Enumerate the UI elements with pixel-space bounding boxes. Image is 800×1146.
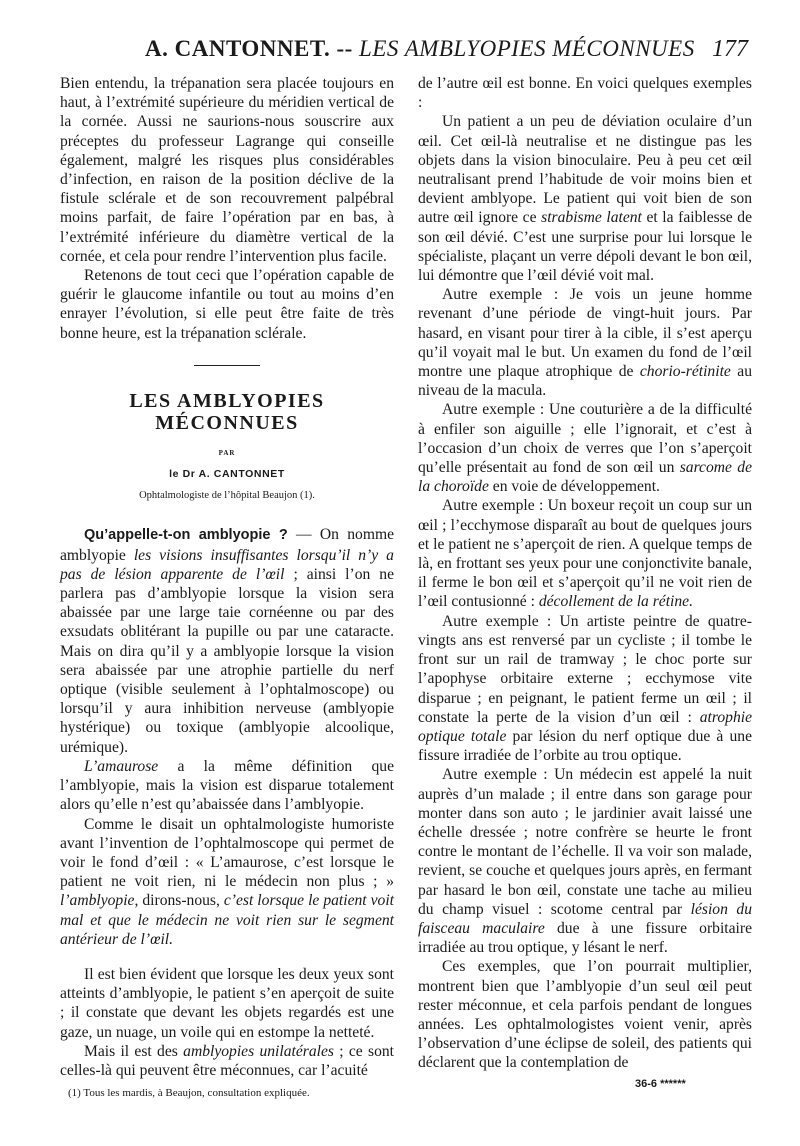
paragraph-couturiere bbox=[418, 400, 752, 496]
artiste-text-a: Autre exemple : Un artiste peintre de quatre-vingts ans est renversé par un cycliste ; il tombe le front sur un rail de tramway ; le choc porte sur l’apophyse orbitaire externe ; ecchymose vite disparue ; en peignant, le patient ferme un œil ; il constate la perte de la vision d’un œil : bbox=[418, 612, 752, 726]
footnote: (1) Tous les mardis, à Beaujon, consultation expliquée. bbox=[68, 1087, 310, 1100]
paragraph-continuation: de l’autre œil est bonne. En voici quelques exemples : bbox=[418, 75, 752, 112]
definition-text-a: — On nomme amblyopie bbox=[60, 526, 394, 564]
header-subtitle: LES AMBLYOPIES MÉCONNUES bbox=[359, 36, 695, 61]
paragraph-unilaterales bbox=[60, 1042, 394, 1080]
artiste-text-b: par lésion du nerf optique due à une fissure irradiée de l’orbite au trou optique. bbox=[418, 727, 752, 765]
header-dash: -- bbox=[336, 36, 353, 61]
couturiere-text-a: Autre exemple : Une couturière a de la difficulté à enfiler son aiguille ; elle l’ignorait, et c’est à l’occasion d’un choix de verres que l’on s’aperçoit qu’elle présentait au fond de son œil un bbox=[418, 401, 752, 477]
paragraph-humoriste bbox=[60, 815, 394, 949]
paragraph-retenons: Retenons de tout ceci que l’opération capable de guérir le glaucome infantile ou tout au moins d’en enrayer l’évolution, si elle peut être faite de très bonne heure, est la trépanation sclérale. bbox=[60, 267, 394, 342]
article-title bbox=[60, 390, 394, 434]
humoriste-emphasis: c’est lorsque le patient voit mal et que le médecin ne voit rien sur le segment antérieur de l’œil. bbox=[60, 892, 394, 948]
decollement-term: décollement de la rétine. bbox=[538, 593, 693, 611]
article-title-line2: MÉCONNUES bbox=[155, 411, 299, 434]
boxeur-text: Autre exemple : Un boxeur reçoit un coup sur un œil ; l’ecchymose disparaît au bout de quelques jours et le patient ne s’aperçoit de rien. A quelque temps de là, en frottant ses yeux pour une conjonctivite banale, il ferme le bon œil et s’aperçoit qu’il ne voit rien de l’œil contusionné : bbox=[418, 497, 752, 611]
paragraph-definition bbox=[60, 525, 394, 756]
running-title bbox=[145, 36, 705, 62]
chorio-retinite-term: chorio-rétinite bbox=[639, 363, 731, 381]
unilaterales-term: amblyopies unilatérales bbox=[183, 1042, 334, 1060]
jeune-homme-text-a: Autre exemple : Je vois un jeune homme revenant d’une période de vingt-huit jours. Par hasard, en visant pour tirer à la cible, il s’est aperçu qu’il voyait mal le but. Un examen du fond de l’œil montre une plaque atrophique de bbox=[418, 286, 752, 381]
strabisme-text-b: et la faiblesse de son œil dévié. C’est une surprise pour lui lorsque le spécialiste, plaçant un verre dépoli devant le bon œil, lui démontre que l’œil dévié voit mal. bbox=[418, 209, 752, 285]
strabisme-text-a: Un patient a un peu de déviation oculaire d’un œil. Cet œil-là neutralise et ne distingue pas les objets dans la vision binoculaire. Peu à peu cet œil neutralisant prend l’habitude de voir moins bien et devient amblyope. Le patient qui voit bien de son autre œil ignore ce bbox=[418, 113, 752, 227]
header-author: A. CANTONNET. bbox=[145, 36, 331, 61]
right-column bbox=[418, 74, 752, 1073]
printer-signature: 36-6 ****** bbox=[635, 1078, 686, 1090]
humoriste-text-b: , dirons-nous, bbox=[134, 892, 224, 910]
unilaterales-text-b: ; ce sont celles-là qui peuvent être méconnues, car l’acuité bbox=[60, 1042, 394, 1079]
byline-author: le Dr A. CANTONNET bbox=[169, 468, 285, 481]
left-column bbox=[60, 74, 394, 1100]
medecin-text-b: due à une fissure orbitaire irradiée au trou optique, y lésant le nerf. bbox=[418, 919, 752, 957]
paragraph-evident: Il est bien évident que lorsque les deux yeux sont atteints d’amblyopie, le patient s’en aperçoit de suite ; il constate que devant les objets regardés est une gaze, un nuage, un voile qui en estompe la netteté. bbox=[60, 965, 394, 1041]
question-lead: Qu’appelle-t-on amblyopie ? bbox=[84, 527, 288, 544]
faisceau-term: lésion du faisceau maculaire bbox=[418, 900, 752, 937]
running-header bbox=[60, 36, 748, 76]
byline-par: PAR bbox=[218, 448, 236, 457]
humoriste-term: l’amblyopie bbox=[60, 892, 135, 910]
medecin-text-a: Autre exemple : Un médecin est appelé la nuit auprès d’un malade ; il entre dans son garage pour monter dans son auto ; le jardinier avait laissé une échelle dressée ; notre confrère se heurte le front contre le montant de l’échelle. Il va voir son malade, revient, se couche et quelques jours après, en fermant par hasard le bon œil, constate une tache au milieu du champ visuel : scotome central par bbox=[418, 766, 752, 918]
article-title-line1: LES AMBLYOPIES bbox=[129, 389, 325, 412]
paragraph-medecin bbox=[418, 765, 752, 957]
amaurose-term: L’amaurose bbox=[84, 757, 159, 775]
jeune-homme-text-b: au niveau de la macula. bbox=[418, 363, 752, 400]
couturiere-text-b: en voie de développement. bbox=[488, 478, 660, 496]
paragraph-gap bbox=[60, 949, 394, 965]
paragraph-amaurose bbox=[60, 757, 394, 815]
paragraph-boxeur bbox=[418, 496, 752, 611]
strabisme-term: strabisme latent bbox=[541, 209, 642, 227]
unilaterales-text-a: Mais il est des bbox=[84, 1042, 184, 1060]
definition-text-b: ; ainsi l’on ne parlera pas d’amblyopie lorsque la vision sera abaissée par une large taie cornéenne ou par des exsudats oblitérant la pupille ou par une cataracte. Mais on dira qu’il y a amblyopie lorsque la vision sera abaissée par une atrophie partielle du nerf optique (visible seulement à l’ophtalmoscope) ou lorsqu’il y aura inhibition nerveuse (amblyopie hystérique) ou toxique (amblyopie alcoolique, urémique). bbox=[60, 565, 394, 756]
sarcome-term: sarcome de la choroïde bbox=[418, 459, 752, 496]
amaurose-text: a la même définition que l’amblyopie, mais la vision est disparue totalement alors qu’elle n’est qu’abaissée dans l’amblyopie. bbox=[60, 757, 394, 814]
paragraph-trepanation: Bien entendu, la trépanation sera placée toujours en haut, à l’extrémité supérieure du méridien vertical de la cornée. Aussi ne saurions-nous souscrire aux préceptes du professeur Lagrange qui conseille également, malgré les risques plus considérables d’infection, en raison de la position déclive de la fistule sclérale et de son recouvrement palpébral moins parfait, de faire l’opération par en bas, à l’extrémité inférieure du diamètre vertical de la cornée, et cela pour rendre l’intervention plus facile. bbox=[60, 75, 394, 265]
paragraph-jeune-homme bbox=[418, 285, 752, 400]
paragraph-conclusion: Ces exemples, que l’on pourrait multiplier, montrent bien que l’amblyopie d’un seul œil peut rester méconnue, et cela parfois pendant de longues années. Les ophtalmologistes voient venir, après l’observation d’une éclipse de soleil, des patients qui déclarent que la contemplation de bbox=[418, 958, 752, 1072]
section-divider bbox=[194, 365, 260, 366]
humoriste-text-a: Comme le disait un ophtalmologiste humoriste avant l’invention de l’ophtalmoscope qui permet de voir le fond d’œil : « L’amaurose, c’est lorsque le patient ne voit rien, ni le médecin non plus ; » bbox=[60, 815, 394, 891]
definition-emphasis: les visions insuffisantes lorsqu’il n’y a pas de lésion apparente de l’œil bbox=[60, 546, 394, 583]
paragraph-artiste bbox=[418, 612, 752, 766]
paragraph-strabisme bbox=[418, 112, 752, 285]
page-number: 177 bbox=[712, 36, 748, 62]
byline-affiliation: Ophtalmologiste de l’hôpital Beaujon (1). bbox=[139, 490, 315, 502]
atrophie-term: atrophie optique totale bbox=[418, 708, 752, 745]
